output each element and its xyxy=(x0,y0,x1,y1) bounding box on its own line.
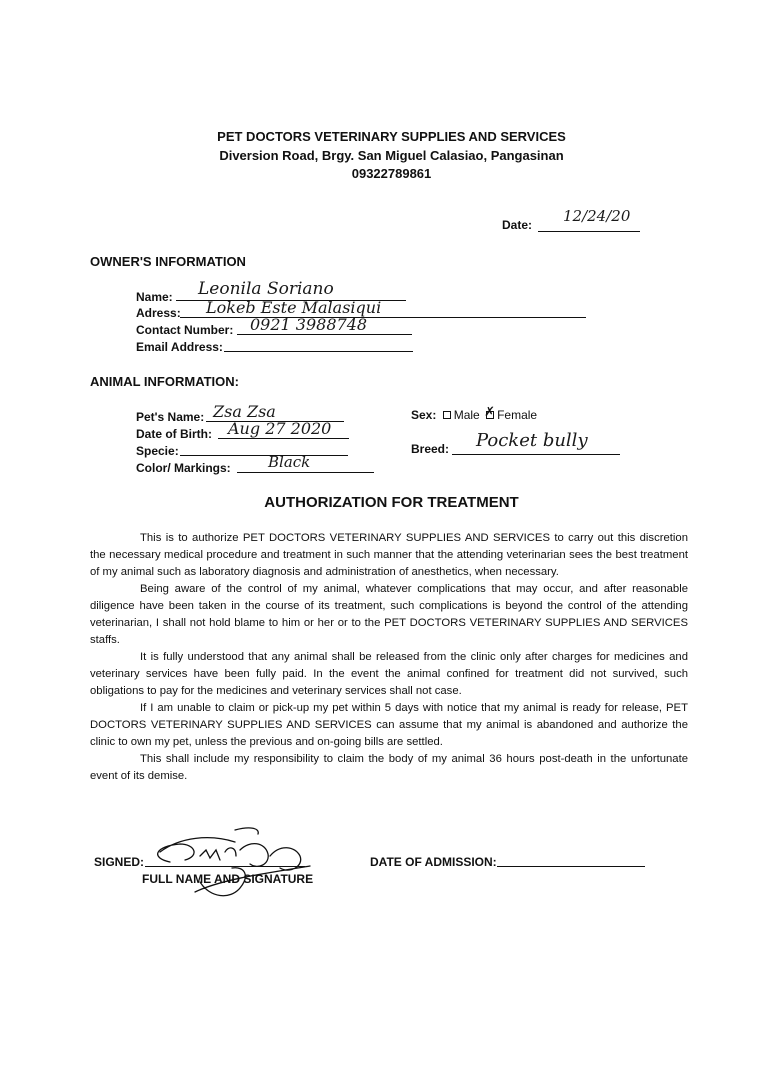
owner-email-line xyxy=(224,351,413,352)
breed-label: Breed: xyxy=(411,442,450,456)
check-mark-icon: ✗ xyxy=(484,403,495,419)
sex-label: Sex: xyxy=(411,408,437,422)
color-markings-value: Black xyxy=(268,453,311,471)
company-name: PET DOCTORS VETERINARY SUPPLIES AND SERVICES xyxy=(217,129,566,144)
owner-contact-line xyxy=(237,334,412,335)
owner-contact-value: 0921 3988748 xyxy=(250,315,368,334)
dob-line xyxy=(218,438,349,439)
signature-caption: FULL NAME AND SIGNATURE xyxy=(142,872,314,886)
admission-label: DATE OF ADMISSION: xyxy=(370,855,497,869)
owner-name-value: Leonila Soriano xyxy=(198,279,334,299)
authorization-paragraph: This is to authorize PET DOCTORS VETERINARY SUPPLIES AND SERVICES to carry out this discretion the necessary medical procedure and treatment in such manner that the attending veterinarian sees the best treatment of my animal such as laboratory diagnosis and administration of anesthetics, when necessary. xyxy=(90,532,688,578)
date-label: Date: xyxy=(502,218,533,232)
color-markings-line xyxy=(237,472,374,473)
breed-value: Pocket bully xyxy=(476,430,588,451)
date-line xyxy=(538,231,640,232)
sex-female-label: Female xyxy=(497,408,538,422)
owner-address-line xyxy=(180,317,586,318)
admission-line xyxy=(497,866,645,867)
owner-name-label: Name: xyxy=(136,290,173,304)
sex-male-label: Male xyxy=(453,408,480,422)
dob-label: Date of Birth: xyxy=(136,427,212,441)
sex-field xyxy=(411,403,538,422)
dob-value: Aug 27 2020 xyxy=(228,419,332,438)
sex-female-checkbox[interactable] xyxy=(484,403,495,419)
authorization-paragraph: It is fully understood that any animal shall be released from the clinic only after charges for medicines and veterinary services have been fully paid. In the event the animal confined for treatment did not survived, such obligations to pay for the medicines and veterinary services shall not case. xyxy=(90,651,688,697)
company-phone: 09322789861 xyxy=(351,166,432,181)
owner-address-label: Adress: xyxy=(136,306,181,320)
breed-line xyxy=(452,454,620,455)
pet-name-label: Pet's Name: xyxy=(136,410,205,424)
signature-scribble xyxy=(140,822,320,902)
signed-label: SIGNED: xyxy=(94,855,145,869)
pet-name-value: Zsa Zsa xyxy=(213,402,276,421)
owner-email-label: Email Address: xyxy=(136,340,223,354)
authorization-title: AUTHORIZATION FOR TREATMENT xyxy=(264,494,519,511)
color-markings-label: Color/ Markings: xyxy=(136,461,231,475)
authorization-body xyxy=(90,530,688,785)
owner-section-title: OWNER'S INFORMATION xyxy=(90,254,246,269)
animal-section-title: ANIMAL INFORMATION: xyxy=(90,374,239,389)
company-address: Diversion Road, Brgy. San Miguel Calasiao, Pangasinan xyxy=(219,148,564,163)
sex-male-checkbox[interactable] xyxy=(443,411,451,419)
specie-label: Specie: xyxy=(136,444,179,458)
owner-address-value: Lokeb Este Malasiqui xyxy=(206,298,382,317)
owner-contact-label: Contact Number: xyxy=(136,323,234,337)
date-value: 12/24/20 xyxy=(563,207,631,225)
authorization-paragraph: If I am unable to claim or pick-up my pet within 5 days with notice that my animal is ready for release, PET DOCTORS VETERINARY SUPPLIES AND SERVICES can assume that my animal is abandoned and authorize the clinic to own my pet, unless the previous and on-going bills are settled. xyxy=(90,702,688,748)
specie-line xyxy=(180,455,348,456)
authorization-paragraph: Being aware of the control of my animal, whatever complications that may occur, and after reasonable diligence have been taken in the course of its treatment, such complications is beyond the control of the attending veterinarian, I shall not hold blame to him or her or to the PET DOCTORS VETERINARY SUPPLIES AND SERVICES staffs. xyxy=(90,583,688,646)
authorization-paragraph: This shall include my responsibility to claim the body of my animal 36 hours post-death in the unfortunate event of its demise. xyxy=(90,753,688,782)
